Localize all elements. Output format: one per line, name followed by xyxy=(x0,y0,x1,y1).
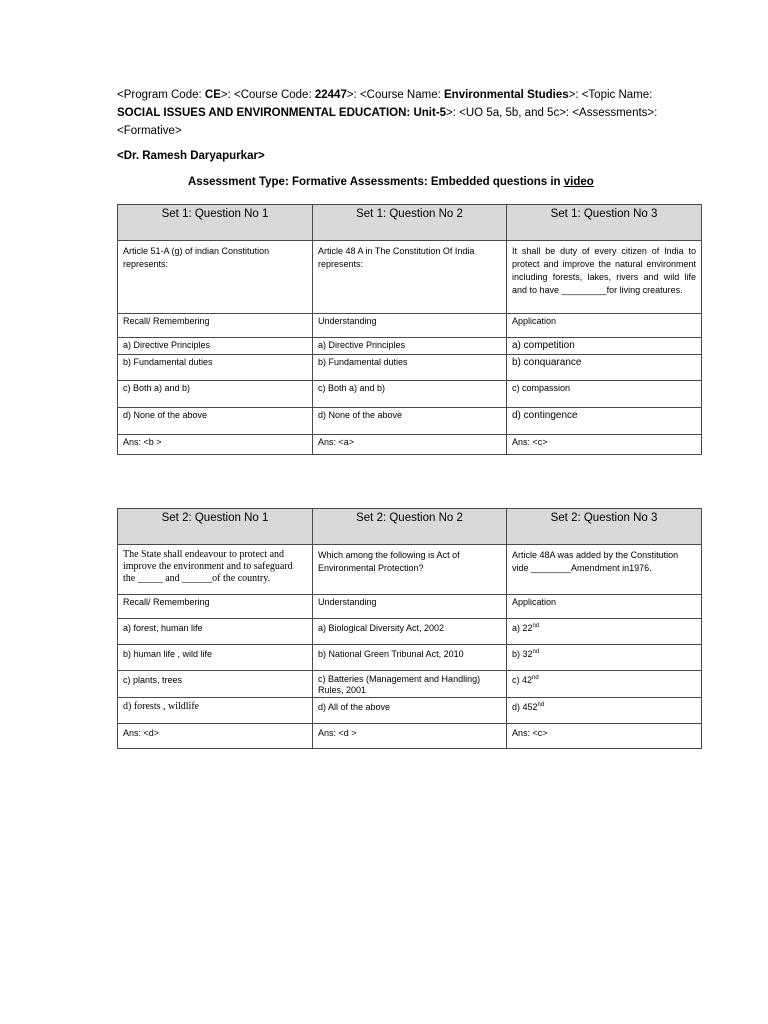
assessment-type-title xyxy=(188,176,594,188)
set2-q3-option-c xyxy=(507,671,702,698)
course-code-value: 22447 xyxy=(314,89,347,101)
course-name-value: Environmental Studies xyxy=(444,89,569,101)
set2-q3-header: Set 2: Question No 3 xyxy=(507,509,702,545)
set1-q1-option-a: a) Directive Principles xyxy=(118,338,313,355)
set2-q2-option-b: b) National Green Tribunal Act, 2010 xyxy=(313,645,507,671)
program-code-label: <Program Code: xyxy=(117,89,205,101)
set2-q2-option-c: c) Batteries (Management and Handling) Rules, 2001 xyxy=(313,671,507,698)
option-d-row xyxy=(118,408,702,435)
option-d-row xyxy=(118,698,702,724)
topic-name-value: SOCIAL ISSUES AND ENVIRONMENTAL EDUCATION: Unit-5 xyxy=(117,107,447,119)
set2-q2-option-a: a) Biological Diversity Act, 2002 xyxy=(313,619,507,645)
option-text: d) 452 xyxy=(512,702,538,712)
course-name-label: >: <Course Name: xyxy=(346,89,444,101)
topic-name-label: >: <Topic Name: xyxy=(568,89,653,101)
uo-assessments-label: >: <UO 5a, 5b, and 5c>: <Assessments>: xyxy=(446,107,658,119)
set1-q2-option-d: d) None of the above xyxy=(313,408,507,435)
ordinal-suffix: nd xyxy=(537,702,545,708)
assessment-type-video: video xyxy=(563,176,594,188)
set2-q3-level: Application xyxy=(507,595,702,619)
set-1-question-table xyxy=(117,204,702,455)
set1-q1-option-c: c) Both a) and b) xyxy=(118,381,313,408)
set1-q1-option-d: d) None of the above xyxy=(118,408,313,435)
assessment-type-text: Assessment Type: Formative Assessments: Embedded questions in xyxy=(188,176,564,188)
set1-q3-level: Application xyxy=(507,314,702,338)
set2-q1-option-a: a) forest, human life xyxy=(118,619,313,645)
option-a-row xyxy=(118,619,702,645)
question-row xyxy=(118,241,702,314)
set1-q3-text: It shall be duty of every citizen of India to protect and improve the natural environment including forests, lakes, rivers and wild life and to have _________for living creatures. xyxy=(507,241,702,314)
answer-row xyxy=(118,435,702,455)
set1-q1-text: Article 51-A (g) of indian Constitution represents: xyxy=(118,241,313,314)
ordinal-suffix: nd xyxy=(532,675,539,681)
set1-q1-level: Recall/ Remembering xyxy=(118,314,313,338)
set1-q1-header: Set 1: Question No 1 xyxy=(118,205,313,241)
set2-q2-answer: Ans: <d > xyxy=(313,724,507,749)
set2-q1-level: Recall/ Remembering xyxy=(118,595,313,619)
level-row xyxy=(118,314,702,338)
set2-q3-option-b xyxy=(507,645,702,671)
option-text: b) 32 xyxy=(512,649,533,659)
set2-q3-text: Article 48A was added by the Constitution vide ________Amendment in1976. xyxy=(507,545,702,595)
set1-q3-option-b: b) conquarance xyxy=(507,355,702,381)
set1-q2-option-c: c) Both a) and b) xyxy=(313,381,507,408)
option-b-row xyxy=(118,645,702,671)
set1-q3-option-c: c) compassion xyxy=(507,381,702,408)
set1-q1-answer: Ans: <b > xyxy=(118,435,313,455)
course-header xyxy=(117,86,677,140)
option-b-row xyxy=(118,355,702,381)
level-row xyxy=(118,595,702,619)
set2-q2-level: Understanding xyxy=(313,595,507,619)
set2-q2-header: Set 2: Question No 2 xyxy=(313,509,507,545)
answer-row xyxy=(118,724,702,749)
set2-q1-option-d: d) forests , wildlife xyxy=(118,698,313,724)
header-line-3: <Formative> xyxy=(117,125,182,137)
set1-q2-text: Article 48 A in The Constitution Of India represents: xyxy=(313,241,507,314)
table-header-row xyxy=(118,205,702,241)
set1-q3-option-a: a) competition xyxy=(507,338,702,355)
option-c-row xyxy=(118,381,702,408)
ordinal-suffix: nd xyxy=(532,649,540,655)
author-name: <Dr. Ramesh Daryapurkar> xyxy=(117,150,265,162)
set1-q3-option-d: d) contingence xyxy=(507,408,702,435)
set1-q2-option-a: a) Directive Principles xyxy=(313,338,507,355)
set-2-question-table xyxy=(117,508,702,749)
program-code-value: CE xyxy=(204,89,221,101)
set2-q2-text: Which among the following is Act of Environmental Protection? xyxy=(313,545,507,595)
set1-q3-answer: Ans: <c> xyxy=(507,435,702,455)
set2-q1-answer: Ans: <d> xyxy=(118,724,313,749)
set1-q3-header: Set 1: Question No 3 xyxy=(507,205,702,241)
set2-q3-answer: Ans: <c> xyxy=(507,724,702,749)
set1-q1-option-b: b) Fundamental duties xyxy=(118,355,313,381)
set2-q2-option-d: d) All of the above xyxy=(313,698,507,724)
ordinal-suffix: nd xyxy=(532,623,540,629)
course-code-label: >: <Course Code: xyxy=(220,89,315,101)
option-text: a) 22 xyxy=(512,623,533,633)
set2-q1-option-c: c) plants, trees xyxy=(118,671,313,698)
header-line-2 xyxy=(117,104,677,122)
table-header-row xyxy=(118,509,702,545)
header-line-1 xyxy=(117,86,677,104)
option-c-row xyxy=(118,671,702,698)
option-a-row xyxy=(118,338,702,355)
set2-q1-header: Set 2: Question No 1 xyxy=(118,509,313,545)
set1-q2-answer: Ans: <a> xyxy=(313,435,507,455)
set2-q3-option-d xyxy=(507,698,702,724)
question-row xyxy=(118,545,702,595)
option-text: c) 42 xyxy=(512,675,533,685)
set2-q1-text: The State shall endeavour to protect and improve the environment and to safeguard the _____ and ______of the country. xyxy=(118,545,313,595)
set2-q3-option-a xyxy=(507,619,702,645)
set1-q2-option-b: b) Fundamental duties xyxy=(313,355,507,381)
set1-q2-level: Understanding xyxy=(313,314,507,338)
set1-q2-header: Set 1: Question No 2 xyxy=(313,205,507,241)
set2-q1-option-b: b) human life , wild life xyxy=(118,645,313,671)
